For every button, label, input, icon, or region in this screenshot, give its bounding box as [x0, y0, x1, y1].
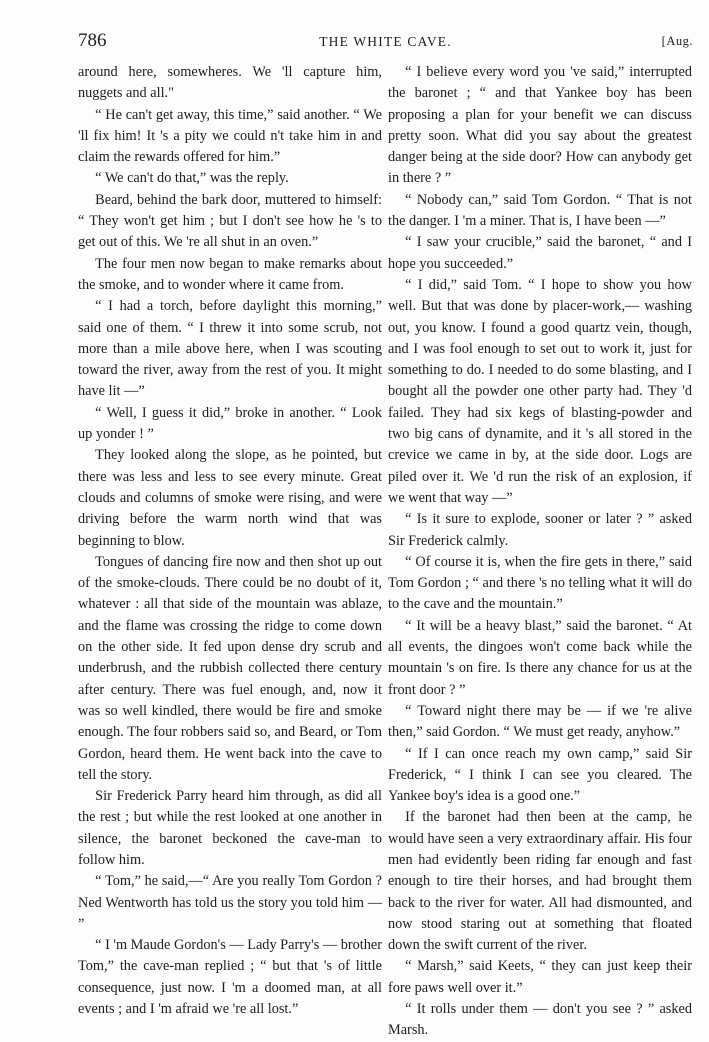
- paragraph: Beard, behind the bark door, muttered to himself: “ They won't get him ; but I don't see how he 's to get out of this. We 're all shut in an oven.”: [78, 191, 382, 251]
- paragraph: “ Of course it is, when the fire gets in there,” said Tom Gordon ; “ and there 's no telling what it will do to the cave and the mountain.”: [388, 553, 692, 613]
- paragraph: “ Is it sure to explode, sooner or later ? ” asked Sir Frederick calmly.: [388, 511, 692, 549]
- paragraph: “ If I can once reach my own camp,” said Sir Frederick, “ I think I can see you cleared. The Yankee boy's idea is a good one.”: [388, 745, 692, 805]
- paragraph: “ It rolls under them — don't you see ? ” asked Marsh.: [388, 1001, 692, 1039]
- left-column: [78, 62, 382, 1020]
- paragraph: They looked along the slope, as he pointed, but there was less and less to see every minute. Great clouds and columns of smoke were rising, and were driving before the warm north wind that was beginning to blow.: [78, 447, 382, 549]
- paragraph: “ I did,” said Tom. “ I hope to show you how well. But that was done by placer-work,— washing out, you know. I found a good quartz vein, though, and I was fool enough to set out to work it, just for something to do. I needed to do some blasting, and I bought all the powder one other party had. They 'd failed. They had six kegs of blasting-powder and two big cans of dynamite, and it 's all stored in the crevice we came in by, at the side door. Logs are piled over it. We 'd run the risk of an explosion, if we went that way —”: [388, 276, 692, 506]
- running-title: THE WHITE CAVE.: [319, 34, 452, 49]
- paragraph: Tongues of dancing fire now and then shot up out of the smoke-clouds. There could be no doubt of it, whatever : all that side of the mountain was ablaze, and the flame was crossing the ridge to come down on the other side. It fed upon dense dry scrub and underbrush, and the rubbish collected there century after century. There was fuel enough, and, now it was so well kindled, there would be fire and smoke enough. The four robbers said so, and Beard, or Tom Gordon, heard them. He went back into the cave to tell the story.: [78, 553, 382, 783]
- paragraph: “ I 'm Maude Gordon's — Lady Parry's — brother Tom,” the cave-man replied ; “ but that 's of little consequence, just now. I 'm a doomed man, at all events ; and I 'm afraid we 're all lost.”: [78, 937, 383, 1018]
- paragraph: around here, somewheres. We 'll capture him, nuggets and all.": [78, 64, 382, 102]
- paragraph: “ Toward night there may be — if we 're alive then,” said Gordon. “ We must get ready, anyhow.”: [388, 702, 692, 741]
- paragraph: “ It will be a heavy blast,” said the baronet. “ At all events, the dingoes won't come back while the mountain 's on fire. Is there any chance for us at the front door ? ”: [388, 617, 692, 698]
- paragraph: “ Marsh,” said Keets, “ they can just keep their fore paws well over it.”: [388, 958, 692, 996]
- page-header: [78, 30, 693, 54]
- page-number: 786: [78, 30, 107, 51]
- paragraph: “ Nobody can,” said Tom Gordon. “ That is not the danger. I 'm a miner. That is, I have been —”: [388, 191, 692, 230]
- paragraph: “ He can't get away, this time,” said another. “ We 'll fix him! It 's a pity we could n't take him in and claim the rewards offered for him.”: [78, 106, 382, 166]
- paragraph: Sir Frederick Parry heard him through, as did all the rest ; but while the rest looked at one another in silence, the baronet beckoned the cave-man to follow him.: [78, 788, 382, 868]
- paragraph: “ I saw your crucible,” said the baronet, “ and I hope you succeeded.”: [388, 234, 692, 272]
- paragraph: If the baronet had then been at the camp, he would have seen a very extraordinary affair. His four men had evidently been riding far enough and fast enough to tire their horses, and had brought them back to the river for water. All had dismounted, and now stood staring out at something that floated down the swift current of the river.: [388, 809, 692, 954]
- right-column: [388, 62, 692, 1042]
- paragraph: “ I believe every word you 've said,” interrupted the baronet ; “ and that Yankee boy has been proposing a plan for your benefit we can discuss pretty soon. What did you say about the greatest danger being at the side door? How can anybody get in there ? ”: [388, 64, 692, 187]
- paragraph: “ I had a torch, before daylight this morning,” said one of them. “ I threw it into some scrub, not more than a mile above here, when I was scouting toward the river, away from the rest of you. It might have lit —”: [78, 298, 382, 400]
- paragraph: “ We can't do that,” was the reply.: [95, 170, 289, 187]
- issue-month: [Aug.: [661, 34, 693, 48]
- paragraph: The four men now began to make remarks about the smoke, and to wonder where it came from.: [78, 255, 382, 293]
- paragraph: “ Well, I guess it did,” broke in another. “ Look up yonder ! ”: [78, 404, 382, 443]
- paragraph: “ Tom,” he said,—“ Are you really Tom Gordon ? Ned Wentworth has told us the story you told him — ”: [78, 873, 382, 932]
